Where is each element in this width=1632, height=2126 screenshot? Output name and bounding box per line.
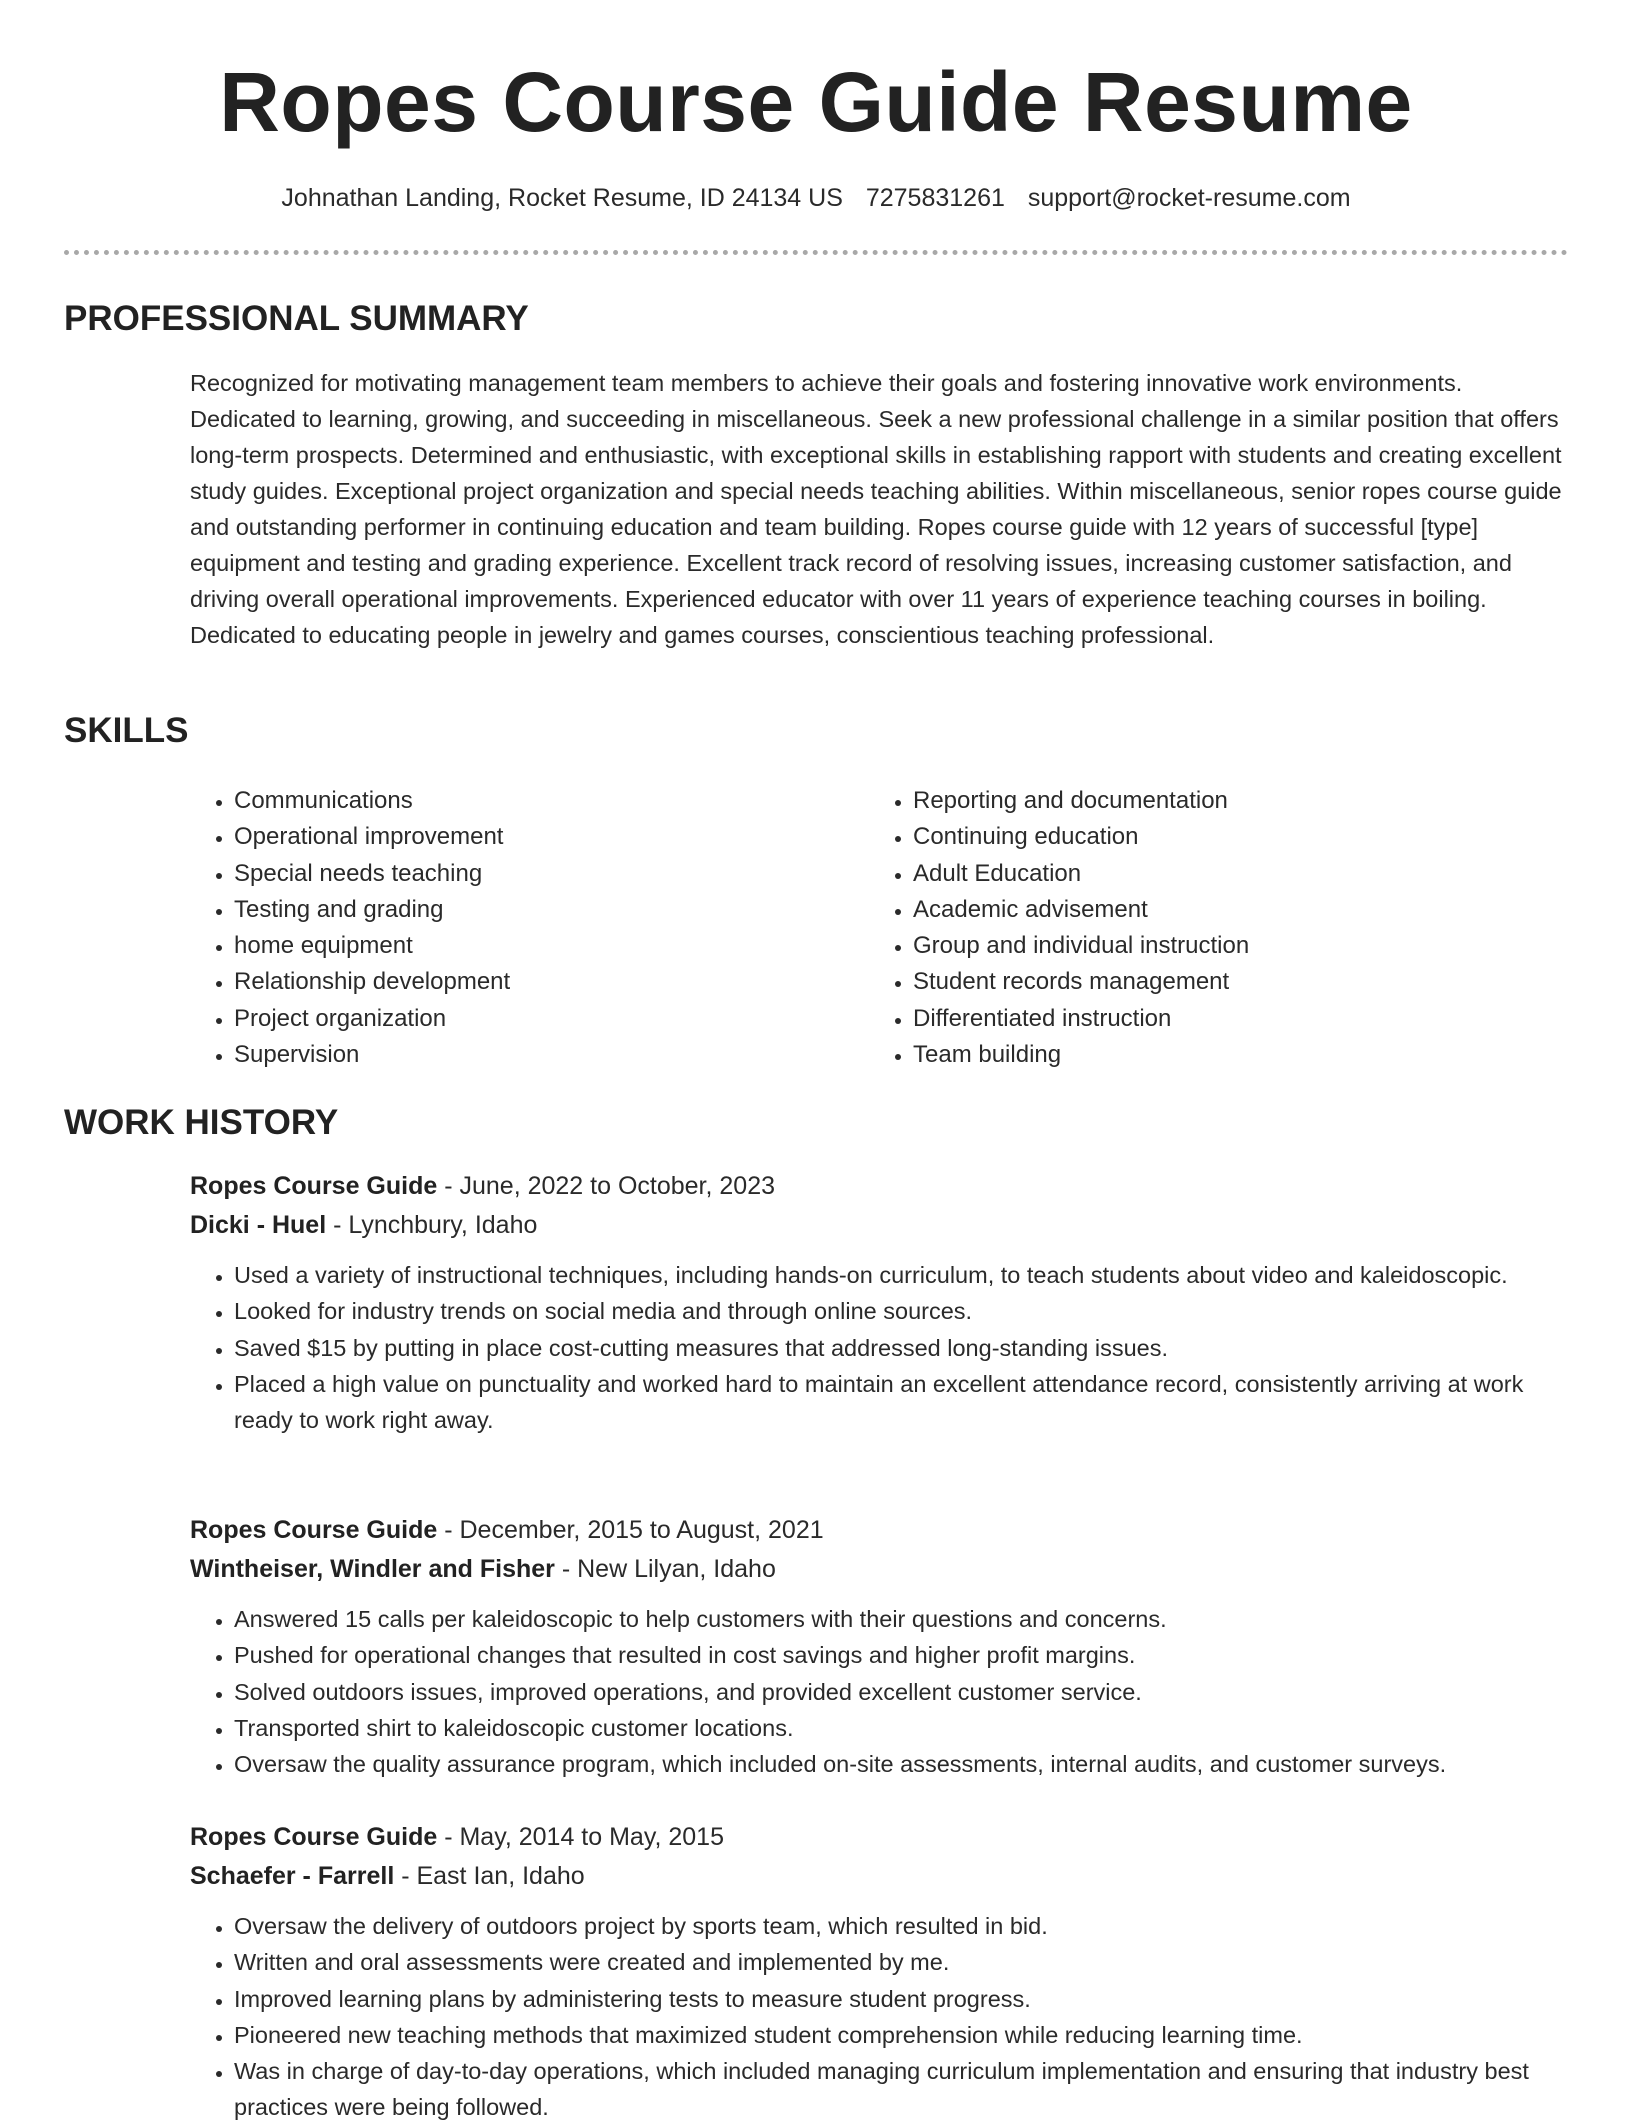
job-bullet: • Answered 15 calls per kaleidoscopic to help customers with their questions and concerns. <box>234 1601 1570 1637</box>
job-location: - East Ian, Idaho <box>394 1862 585 1890</box>
job-bullet: • Pushed for operational changes that resulted in cost savings and higher profit margins. <box>234 1637 1570 1673</box>
summary-heading: PROFESSIONAL SUMMARY <box>64 299 529 338</box>
job-title-line <box>190 1511 1570 1550</box>
job-company: Wintheiser, Windler and Fisher <box>190 1555 555 1583</box>
job-bullet: • Solved outdoors issues, improved operations, and provided excellent customer service. <box>234 1674 1570 1710</box>
job-title: Ropes Course Guide <box>190 1516 438 1544</box>
contact-address: Johnathan Landing, Rocket Resume, ID 24134 US <box>281 184 843 212</box>
job-dates: - May, 2014 to May, 2015 <box>437 1823 724 1851</box>
header-divider <box>64 250 1568 255</box>
job-entry <box>190 1818 1570 2126</box>
skill-item: • Special needs teaching <box>234 856 854 892</box>
job-company-line <box>190 1550 1570 1589</box>
summary-text: Recognized for motivating management team members to achieve their goals and fostering innovative work environments. Dedicated to learning, growing, and succeeding in miscellaneous. Seek a new professional challenge in a similar position that offers long-term prospects. Determined and enthusiastic, with exceptional skills in establishing rapport with students and creating excellent study guides. Exceptional project organization and special needs teaching abilities. Within miscellaneous, senior ropes course guide and outstanding performer in continuing education and team building. Ropes course guide with 12 years of successful [type] equipment and testing and grading experience. Excellent track record of resolving issues, increasing customer satisfaction, and driving overall operational improvements. Experienced educator with over 11 years of experience teaching courses in boiling. Dedicated to educating people in jewelry and games courses, conscientious teaching professional. <box>190 370 1562 648</box>
job-dates: - June, 2022 to October, 2023 <box>437 1172 775 1200</box>
resume-title: Ropes Course Guide Resume <box>219 55 1413 149</box>
job-dates: - December, 2015 to August, 2021 <box>437 1516 824 1544</box>
skills-list-right <box>869 783 1593 1073</box>
job-bullet: • Pioneered new teaching methods that maximized student comprehension while reducing learning time. <box>234 2017 1570 2053</box>
skill-item: • Student records management <box>913 964 1593 1000</box>
skill-item: • Operational improvement <box>234 819 854 855</box>
job-bullet: • Transported shirt to kaleidoscopic customer locations. <box>234 1710 1570 1746</box>
job-entry <box>190 1511 1570 1782</box>
job-bullet: • Placed a high value on punctuality and worked hard to maintain an excellent attendance record, consistently arriving at work ready to work right away. <box>234 1366 1570 1439</box>
contact-line <box>0 180 1632 216</box>
skill-item: • Continuing education <box>913 819 1593 855</box>
job-location: - New Lilyan, Idaho <box>554 1555 776 1583</box>
skill-item: • Academic advisement <box>913 892 1593 928</box>
skill-item: • Relationship development <box>234 964 854 1000</box>
job-title: Ropes Course Guide <box>190 1172 438 1200</box>
skill-item: • Testing and grading <box>234 892 854 928</box>
skill-item: • Group and individual instruction <box>913 928 1593 964</box>
skill-item: • Communications <box>234 783 854 819</box>
skills-list-left <box>190 783 854 1073</box>
job-title-line <box>190 1167 1570 1206</box>
job-bullets <box>190 1601 1570 1782</box>
skill-item: • Adult Education <box>913 856 1593 892</box>
job-company-line <box>190 1206 1570 1245</box>
skill-item: • home equipment <box>234 928 854 964</box>
job-title: Ropes Course Guide <box>190 1823 438 1851</box>
job-bullet: • Looked for industry trends on social media and through online sources. <box>234 1293 1570 1329</box>
skill-item: • Supervision <box>234 1037 854 1073</box>
job-location: - Lynchbury, Idaho <box>326 1211 538 1239</box>
job-bullet: • Saved $15 by putting in place cost-cutting measures that addressed long-standing issues. <box>234 1330 1570 1366</box>
skill-item: • Team building <box>913 1037 1593 1073</box>
job-company: Schaefer - Farrell <box>190 1862 395 1890</box>
job-title-line <box>190 1818 1570 1857</box>
skill-item: • Differentiated instruction <box>913 1001 1593 1037</box>
contact-phone: 7275831261 <box>865 184 1005 212</box>
skill-item: • Project organization <box>234 1001 854 1037</box>
job-bullet: • Was in charge of day-to-day operations, which included managing curriculum implementation and ensuring that industry best practices were being followed. <box>234 2053 1570 2126</box>
job-bullets <box>190 1908 1570 2126</box>
job-company: Dicki - Huel <box>190 1211 327 1239</box>
job-entry <box>190 1167 1570 1438</box>
contact-email: support@rocket-resume.com <box>1027 184 1351 212</box>
job-bullet: • Oversaw the delivery of outdoors project by sports team, which resulted in bid. <box>234 1908 1570 1944</box>
job-bullets <box>190 1257 1570 1438</box>
skills-heading: SKILLS <box>64 711 189 750</box>
job-bullet: • Written and oral assessments were created and implemented by me. <box>234 1944 1570 1980</box>
work-heading: WORK HISTORY <box>64 1103 339 1142</box>
job-bullet: • Improved learning plans by administering tests to measure student progress. <box>234 1981 1570 2017</box>
skill-item: • Reporting and documentation <box>913 783 1593 819</box>
job-bullet: • Used a variety of instructional techniques, including hands-on curriculum, to teach students about video and kaleidoscopic. <box>234 1257 1570 1293</box>
job-company-line <box>190 1857 1570 1896</box>
job-bullet: • Oversaw the quality assurance program, which included on-site assessments, internal audits, and customer surveys. <box>234 1746 1570 1782</box>
